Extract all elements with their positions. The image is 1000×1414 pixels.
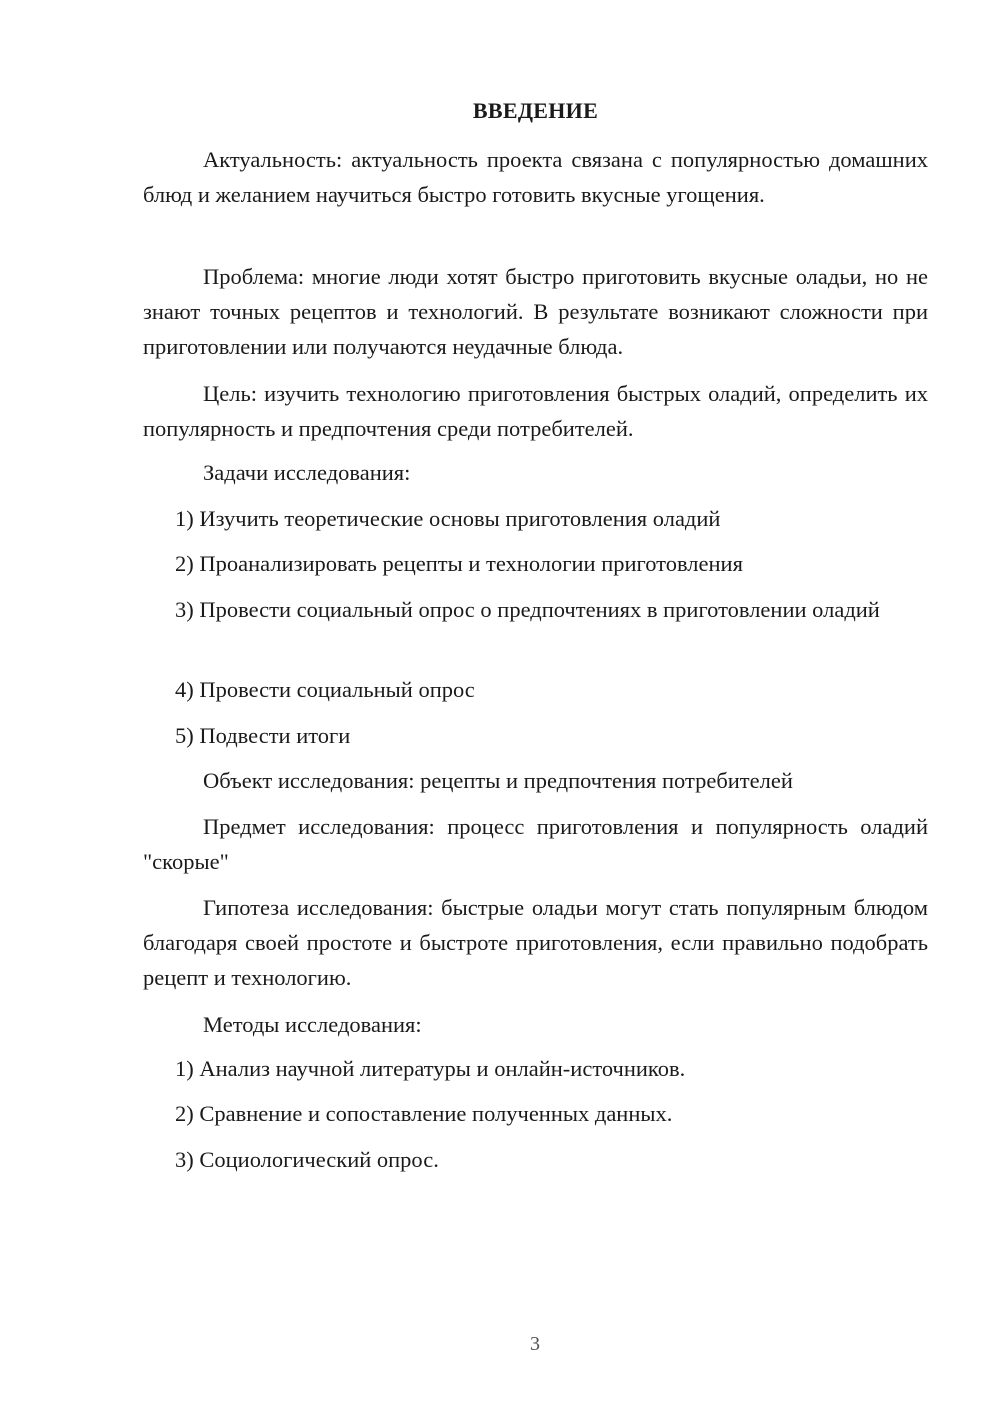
task-item: 4) Провести социальный опрос — [175, 677, 475, 702]
page-number: 3 — [530, 1333, 540, 1355]
task-item: 3) Провести социальный опрос о предпочтениях в приготовлении оладий — [175, 597, 880, 622]
subject-paragraph: Предмет исследования: процесс приготовления и популярность оладий "скорые" — [143, 814, 928, 874]
goal-paragraph: Цель: изучить технологию приготовления быстрых оладий, определить их популярность и предпочтения среди потребителей. — [143, 381, 928, 441]
methods-title: Методы исследования: — [203, 1012, 422, 1037]
task-item: 1) Изучить теоретические основы приготовления оладий — [175, 506, 721, 531]
method-item: 3) Социологический опрос. — [175, 1147, 439, 1172]
task-item: 2) Проанализировать рецепты и технологии приготовления — [175, 551, 743, 576]
task-item: 5) Подвести итоги — [175, 723, 351, 748]
problem-paragraph: Проблема: многие люди хотят быстро приготовить вкусные оладьи, но не знают точных рецептов и технологий. В результате возникают сложности при приготовлении или получаются неудачные блюда. — [143, 264, 928, 359]
method-item: 1) Анализ научной литературы и онлайн-источников. — [175, 1056, 686, 1081]
section-heading: ВВЕДЕНИЕ — [472, 98, 599, 123]
hypothesis-paragraph: Гипотеза исследования: быстрые оладьи могут стать популярным блюдом благодаря своей простоте и быстроте приготовления, если правильно подобрать рецепт и технологию. — [143, 895, 928, 990]
object-paragraph: Объект исследования: рецепты и предпочтения потребителей — [203, 768, 793, 793]
relevance-paragraph: Актуальность: актуальность проекта связана с популярностью домашних блюд и желанием научиться быстро готовить вкусные угощения. — [143, 147, 928, 207]
tasks-title: Задачи исследования: — [203, 460, 411, 485]
method-item: 2) Сравнение и сопоставление полученных данных. — [175, 1101, 673, 1126]
